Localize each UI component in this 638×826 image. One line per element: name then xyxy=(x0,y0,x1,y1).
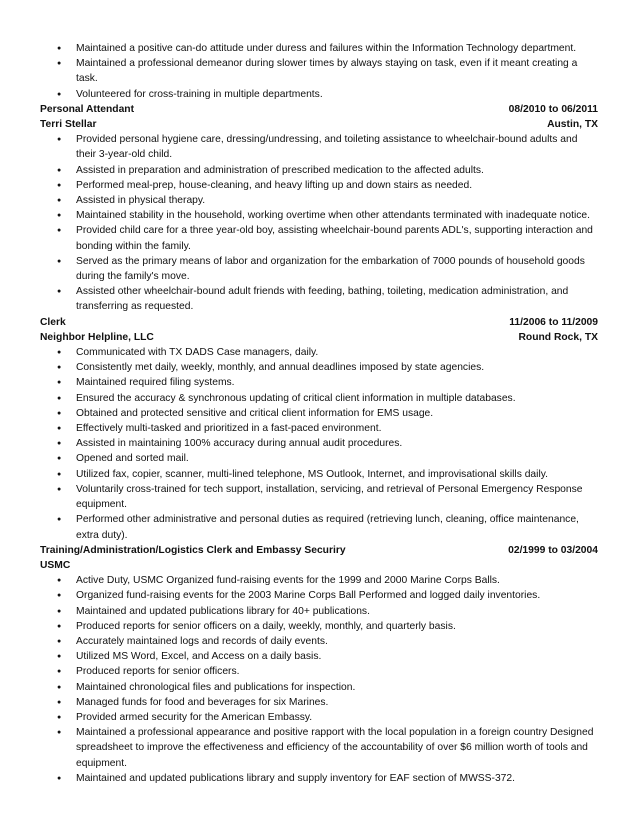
list-item: ● Produced reports for senior officers. xyxy=(76,664,598,679)
list-item: ● Maintained a professional appearance and positive rapport with the local population in a foreign country Designed spreadsheet to improve the effectiveness and efficiency of the accountability of over $6 million worth of tools and equipment. xyxy=(76,725,598,771)
job-usmc-clerk xyxy=(40,543,598,786)
job-bullet-list xyxy=(40,573,598,786)
list-item: ● Maintained and updated publications library and supply inventory for EAF section of MWSS-372. xyxy=(76,771,598,786)
list-item: ● Obtained and protected sensitive and critical client information for EMS usage. xyxy=(76,406,598,421)
list-item: ● Volunteered for cross-training in multiple departments. xyxy=(76,87,598,102)
list-item: ● Performed other administrative and personal duties as required (retrieving lunch, cleaning, office maintenance, extra duty). xyxy=(76,512,598,542)
list-item: ● Maintained required filing systems. xyxy=(76,375,598,390)
list-item: ● Utilized MS Word, Excel, and Access on a daily basis. xyxy=(76,649,598,664)
list-item: ● Accurately maintained logs and records of daily events. xyxy=(76,634,598,649)
list-item: ● Assisted in maintaining 100% accuracy during annual audit procedures. xyxy=(76,436,598,451)
list-item: ● Performed meal-prep, house-cleaning, and heavy lifting up and down stairs as needed. xyxy=(76,178,598,193)
employer-row xyxy=(40,330,598,345)
list-item: ● Maintained and updated publications library for 40+ publications. xyxy=(76,604,598,619)
job-dates: 11/2006 to 11/2009 xyxy=(509,316,598,328)
employer-name: Neighbor Helpline, LLC xyxy=(40,331,154,343)
employer-name: Terri Stellar xyxy=(40,119,97,131)
employer-name: USMC xyxy=(40,559,71,571)
list-item: ● Ensured the accuracy & synchronous updating of critical client information in multiple databases. xyxy=(76,391,598,406)
employer-location: Austin, TX xyxy=(547,119,598,131)
job-dates: 08/2010 to 06/2011 xyxy=(508,103,598,115)
list-item: ● Assisted in physical therapy. xyxy=(76,193,598,208)
employer-location: Round Rock, TX xyxy=(518,331,598,343)
list-item: ● Maintained chronological files and publications for inspection. xyxy=(76,680,598,695)
list-item: ● Assisted in preparation and administration of prescribed medication to the affected adults. xyxy=(76,163,598,178)
job-title: Personal Attendant xyxy=(40,103,135,115)
list-item: ● Voluntarily cross-trained for tech support, installation, servicing, and retrieval of Personal Emergency Response equipment. xyxy=(76,482,598,512)
list-item: ● Maintained a professional demeanor during slower times by always staying on task, even if it meant creating a task. xyxy=(76,56,598,86)
list-item: ● Maintained stability in the household, working overtime when other attendants terminated with inadequate notice. xyxy=(76,208,598,223)
job-header xyxy=(40,315,598,330)
list-item: ● Produced reports for senior officers on a daily, weekly, monthly, and quarterly basis. xyxy=(76,619,598,634)
job-bullet-list xyxy=(40,345,598,543)
list-item: ● Utilized fax, copier, scanner, multi-lined telephone, MS Outlook, Internet, and improvisational skills daily. xyxy=(76,467,598,482)
list-item: ● Provided personal hygiene care, dressing/undressing, and toileting assistance to wheelchair-bound adults and their 3-year-old child. xyxy=(76,132,598,162)
list-item: ● Effectively multi-tasked and prioritized in a fast-paced environment. xyxy=(76,421,598,436)
job-bullet-list xyxy=(40,132,598,314)
job-personal-attendant xyxy=(40,102,598,315)
job-title: Clerk xyxy=(40,316,66,328)
list-item: ● Communicated with TX DADS Case managers, daily. xyxy=(76,345,598,360)
list-item: ● Organized fund-raising events for the 2003 Marine Corps Ball Performed and logged daily inventories. xyxy=(76,588,598,603)
list-item: ● Maintained a positive can-do attitude under duress and failures within the Information Technology department. xyxy=(76,41,598,56)
list-item: ● Consistently met daily, weekly, monthly, and annual deadlines imposed by state agencies. xyxy=(76,360,598,375)
list-item: ● Active Duty, USMC Organized fund-raising events for the 1999 and 2000 Marine Corps Balls. xyxy=(76,573,598,588)
intro-bullet-list xyxy=(40,41,598,102)
job-dates: 02/1999 to 03/2004 xyxy=(508,544,598,556)
list-item: ● Provided child care for a three year-old boy, assisting wheelchair-bound parents ADL's, supporting interaction and bonding within the family. xyxy=(76,223,598,253)
job-header xyxy=(40,102,598,117)
list-item: ● Managed funds for food and beverages for six Marines. xyxy=(76,695,598,710)
job-header xyxy=(40,543,598,558)
list-item: ● Assisted other wheelchair-bound adult friends with feeding, bathing, toileting, medication administration, and transferring as requested. xyxy=(76,284,598,314)
list-item: ● Opened and sorted mail. xyxy=(76,451,598,466)
job-clerk xyxy=(40,315,598,543)
job-title: Training/Administration/Logistics Clerk and Embassy Securiry xyxy=(40,544,346,556)
list-item: ● Served as the primary means of labor and organization for the embarkation of 7000 pounds of household goods during the family's move. xyxy=(76,254,598,284)
employer-row xyxy=(40,117,598,132)
list-item: ● Provided armed security for the American Embassy. xyxy=(76,710,598,725)
